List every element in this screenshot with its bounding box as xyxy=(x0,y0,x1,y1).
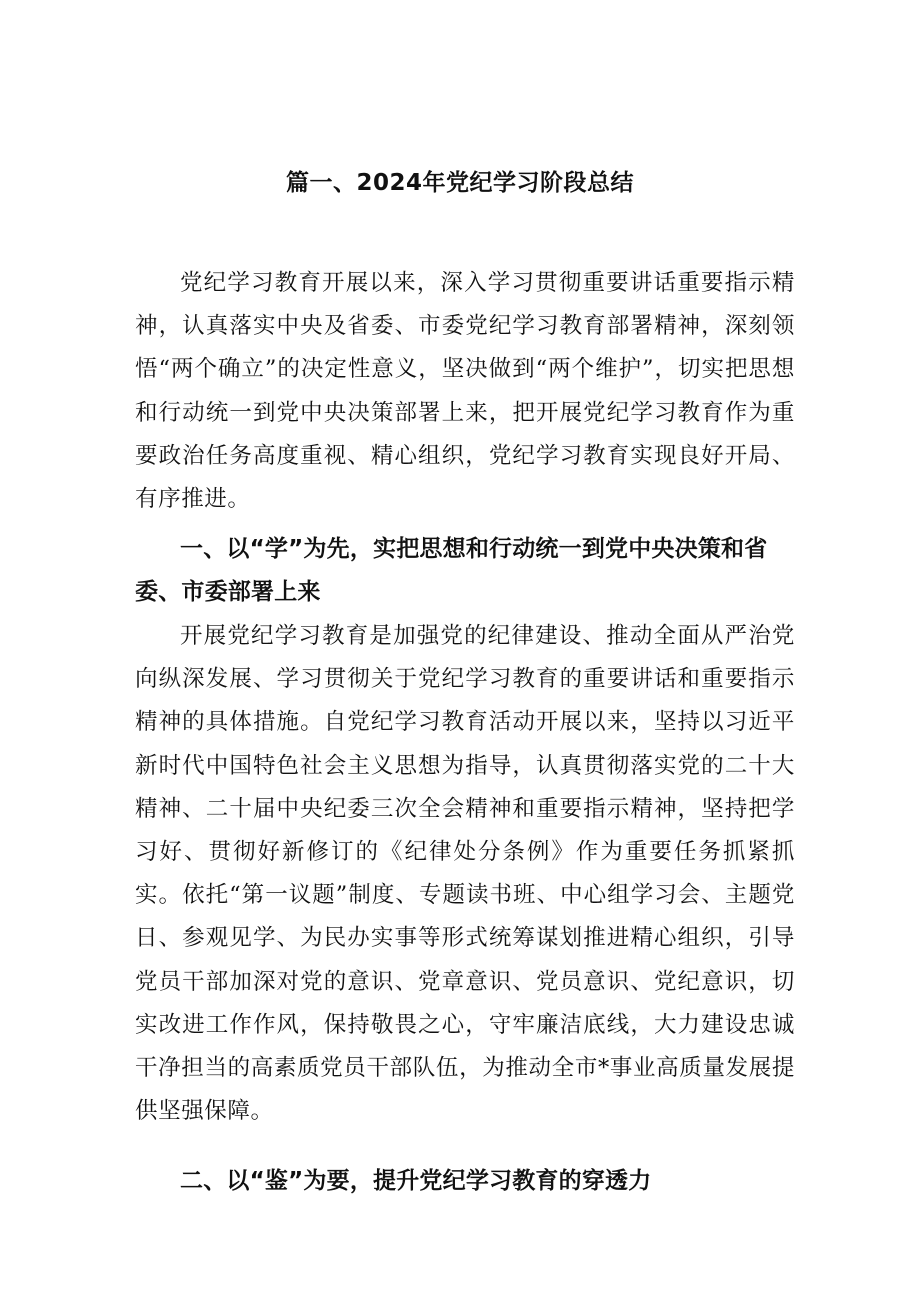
section-heading-2: 二、以“鉴”为要，提升党纪学习教育的穿透力 xyxy=(180,1168,652,1194)
section-heading-1: 一、以“学”为先，实把思想和行动统一到党中央决策和省委、市委部署上来 xyxy=(135,536,768,605)
intro-paragraph: 党纪学习教育开展以来，深入学习贯彻重要讲话重要指示精神，认真落实中央及省委、市委党纪学习教育部署精神，深刻领悟“两个确立”的决定性意义，坚决做到“两个维护”，切实把思想和行动统一到党中央决策部署上来，把开展党纪学习教育作为重要政治任务高度重视、精心组织，党纪学习教育实现良好开局、有序推进。 xyxy=(135,270,795,513)
section-1-paragraph: 开展党纪学习教育是加强党的纪律建设、推动全面从严治党向纵深发展、学习贯彻关于党纪学习教育的重要讲话和重要指示精神的具体措施。自党纪学习教育活动开展以来，坚持以习近平新时代中国特色社会主义思想为指导，认真贯彻落实党的二十大精神、二十届中央纪委三次全会精神和重要指示精神，坚持把学习好、贯彻好新修订的《纪律处分条例》作为重要任务抓紧抓实。依托“第一议题”制度、专题读书班、中心组学习会、主题党日、参观见学、为民办实事等形式统筹谋划推进精心组织，引导党员干部加深对党的意识、党章意识、党员意识、党纪意识，切实改进工作作风，保持敬畏之心，守牢廉洁底线，大力建设忠诚干净担当的高素质党员干部队伍，为推动全市*事业高质量发展提供坚强保障。 xyxy=(135,623,795,1125)
document-title: 篇一、2024年党纪学习阶段总结 xyxy=(285,170,634,196)
